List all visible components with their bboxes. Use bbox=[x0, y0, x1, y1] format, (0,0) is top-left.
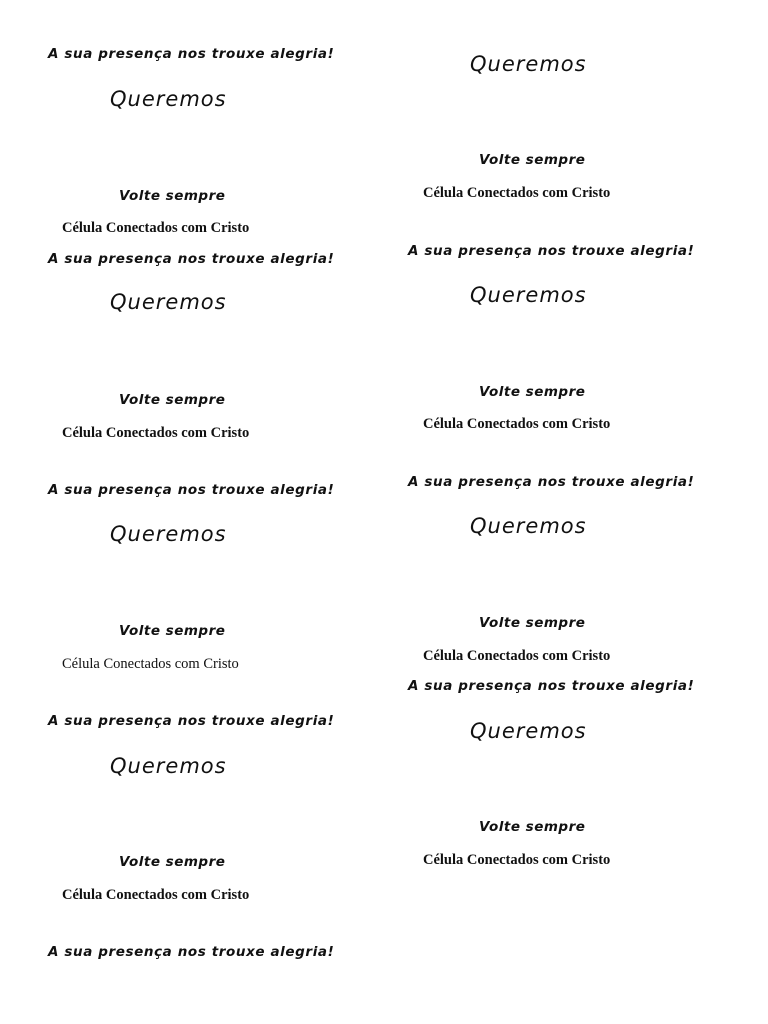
cell-signature: Célula Conectados com Cristo bbox=[423, 416, 611, 432]
cell-signature: Célula Conectados com Cristo bbox=[62, 887, 250, 903]
farewell-text: Volte sempre bbox=[119, 188, 226, 204]
card-heading: Queremos bbox=[470, 283, 587, 307]
presence-message: A sua presença nos trouxe alegria! bbox=[408, 474, 695, 490]
card-heading: Queremos bbox=[470, 719, 587, 743]
cell-signature: Célula Conectados com Cristo bbox=[62, 220, 250, 236]
card-heading: Queremos bbox=[470, 514, 587, 538]
farewell-text: Volte sempre bbox=[479, 384, 586, 400]
presence-message: A sua presença nos trouxe alegria! bbox=[48, 482, 335, 498]
farewell-text: Volte sempre bbox=[119, 623, 226, 639]
card-heading: Queremos bbox=[470, 52, 587, 76]
cell-signature: Célula Conectados com Cristo bbox=[423, 852, 611, 868]
presence-message: A sua presença nos trouxe alegria! bbox=[48, 251, 335, 267]
farewell-text: Volte sempre bbox=[479, 152, 586, 168]
presence-message: A sua presença nos trouxe alegria! bbox=[48, 944, 335, 960]
presence-message: A sua presença nos trouxe alegria! bbox=[48, 46, 335, 62]
farewell-text: Volte sempre bbox=[479, 615, 586, 631]
cell-signature: Célula Conectados com Cristo bbox=[423, 648, 611, 664]
cell-signature: Célula Conectados com Cristo bbox=[62, 425, 250, 441]
farewell-text: Volte sempre bbox=[479, 819, 586, 835]
presence-message: A sua presença nos trouxe alegria! bbox=[48, 713, 335, 729]
cell-signature: Célula Conectados com Cristo bbox=[423, 185, 611, 201]
presence-message: A sua presença nos trouxe alegria! bbox=[408, 678, 695, 694]
card-heading: Queremos bbox=[110, 290, 227, 314]
card-heading: Queremos bbox=[110, 522, 227, 546]
cell-signature: Célula Conectados com Cristo bbox=[62, 656, 239, 672]
card-heading: Queremos bbox=[110, 754, 227, 778]
farewell-text: Volte sempre bbox=[119, 854, 226, 870]
card-heading: Queremos bbox=[110, 87, 227, 111]
farewell-text: Volte sempre bbox=[119, 392, 226, 408]
presence-message: A sua presença nos trouxe alegria! bbox=[408, 243, 695, 259]
